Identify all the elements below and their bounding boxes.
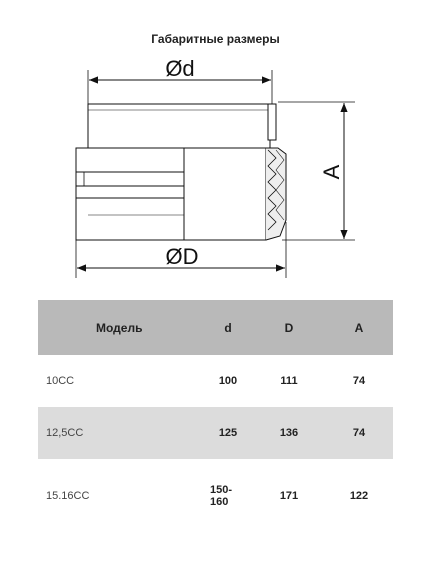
cell-model: 12,5СС	[46, 427, 84, 439]
corrugated-edge	[266, 148, 286, 240]
cell-d: 125	[218, 427, 238, 439]
dimension-drawing	[0, 50, 431, 290]
cell-a: 74	[352, 427, 366, 439]
cell-d: 100	[218, 375, 238, 387]
page-title: Габаритные размеры	[151, 32, 280, 46]
table-row	[38, 459, 393, 533]
cell-model: 10СС	[46, 375, 75, 387]
label-d: Ød	[165, 56, 195, 81]
header-a: A	[354, 320, 364, 335]
table-header	[38, 300, 393, 355]
cell-a: 74	[352, 375, 366, 387]
header-d: d	[224, 320, 232, 335]
cell-D: 171	[279, 490, 299, 502]
upper-cylinder	[88, 104, 270, 150]
header-D: D	[284, 320, 294, 335]
header-model: Модель	[96, 320, 143, 335]
cell-D: 136	[279, 427, 299, 439]
table-row	[38, 407, 393, 459]
table-row	[38, 355, 393, 407]
cell-model: 15.16СС	[46, 490, 90, 502]
label-a: A	[319, 164, 344, 180]
cell-D: 111	[280, 375, 298, 387]
dimensions-table	[38, 300, 393, 533]
left-collar	[76, 148, 184, 172]
cell-a: 122	[349, 490, 369, 502]
cell-d: 150-160	[210, 484, 233, 508]
label-D: ØD	[165, 244, 199, 269]
right-flange	[268, 104, 276, 140]
